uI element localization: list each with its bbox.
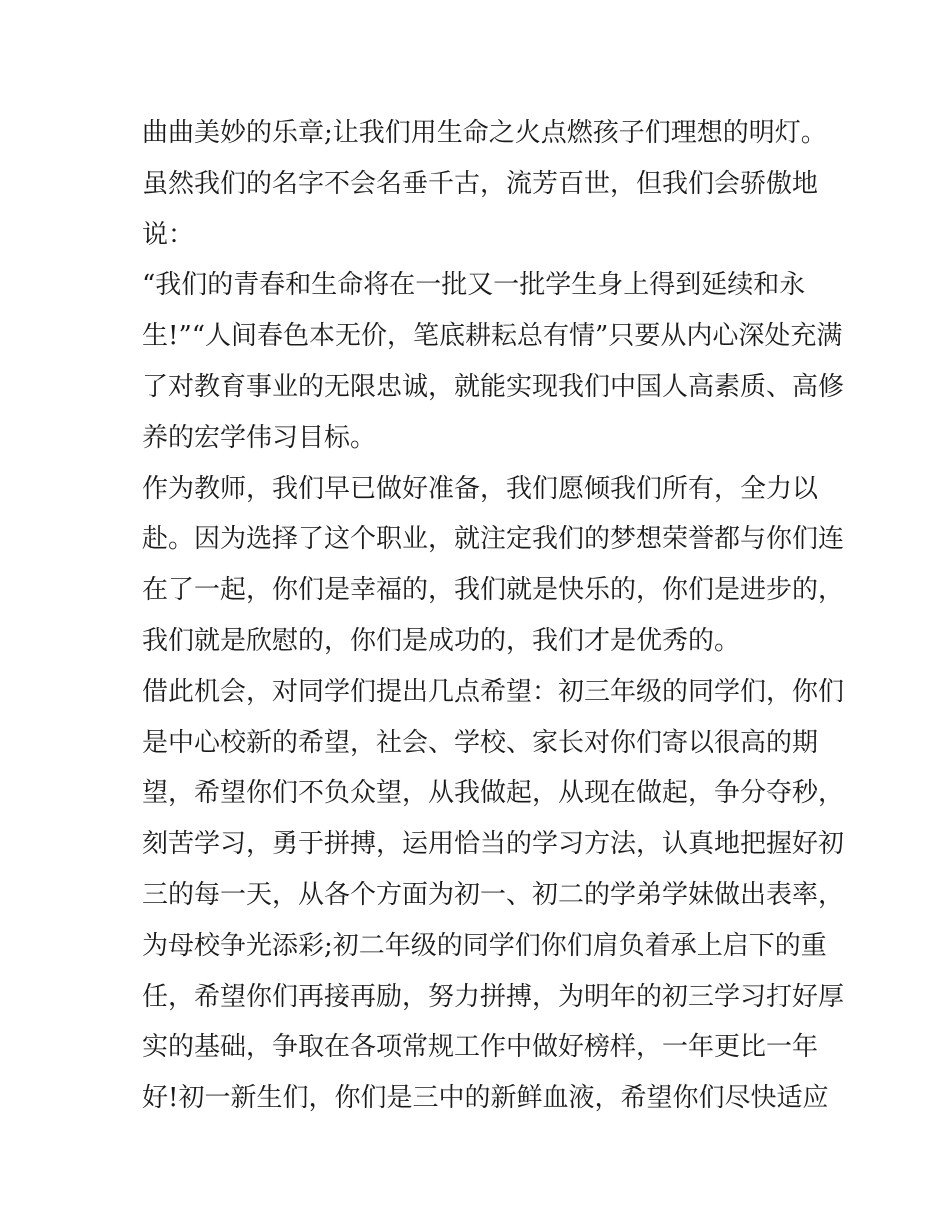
text-line: 作为教师，我们早已做好准备，我们愿倾我们所有，全力以: [142, 473, 819, 504]
text-line: 在了一起，你们是幸福的，我们就是快乐的，你们是进步的，: [142, 575, 845, 606]
text-line: 赴。因为选择了这个职业，就注定我们的梦想荣誉都与你们连: [142, 524, 845, 555]
text-line: 了对教育事业的无限忠诚，就能实现我们中国人高素质、高修: [142, 371, 845, 402]
text-line: 是中心校新的希望，社会、学校、家长对你们寄以很高的期: [142, 727, 819, 758]
text-line: 曲曲美妙的乐章;让我们用生命之火点燃孩子们理想的明灯。: [142, 118, 827, 148]
text-line: 养的宏学伟习目标。: [142, 422, 377, 453]
body-text: [142, 108, 845, 1124]
text-line: 好!初一新生们，你们是三中的新鲜血液，希望你们尽快适应: [142, 1083, 829, 1114]
text-line: 为母校争光添彩;初二年级的同学们你们肩负着承上启下的重: [142, 930, 827, 961]
text-line: 刻苦学习，勇于拼搏，运用恰当的学习方法，认真地把握好初: [142, 829, 845, 860]
text-line: 借此机会，对同学们提出几点希望：初三年级的同学们，你们: [142, 676, 845, 707]
text-line: 三的每一天，从各个方面为初一、初二的学弟学妹做出表率，: [142, 879, 845, 910]
text-line: 实的基础，争取在各项常规工作中做好榜样，一年更比一年: [142, 1032, 819, 1063]
text-line: 说：: [142, 219, 195, 250]
text-line: 生!”“人间春色本无价，笔底耕耘总有情”只要从内心深处充满: [142, 321, 843, 352]
text-line: 任，希望你们再接再励，努力拼搏，为明年的初三学习打好厚: [142, 981, 845, 1012]
text-line: 望，希望你们不负众望，从我做起，从现在做起，争分夺秒，: [142, 778, 845, 809]
text-line: 虽然我们的名字不会名垂千古，流芳百世，但我们会骄傲地: [142, 168, 819, 199]
text-line: “我们的青春和生命将在一批又一批学生身上得到延续和永: [142, 270, 806, 301]
text-line: 我们就是欣慰的，你们是成功的，我们才是优秀的。: [142, 625, 741, 656]
